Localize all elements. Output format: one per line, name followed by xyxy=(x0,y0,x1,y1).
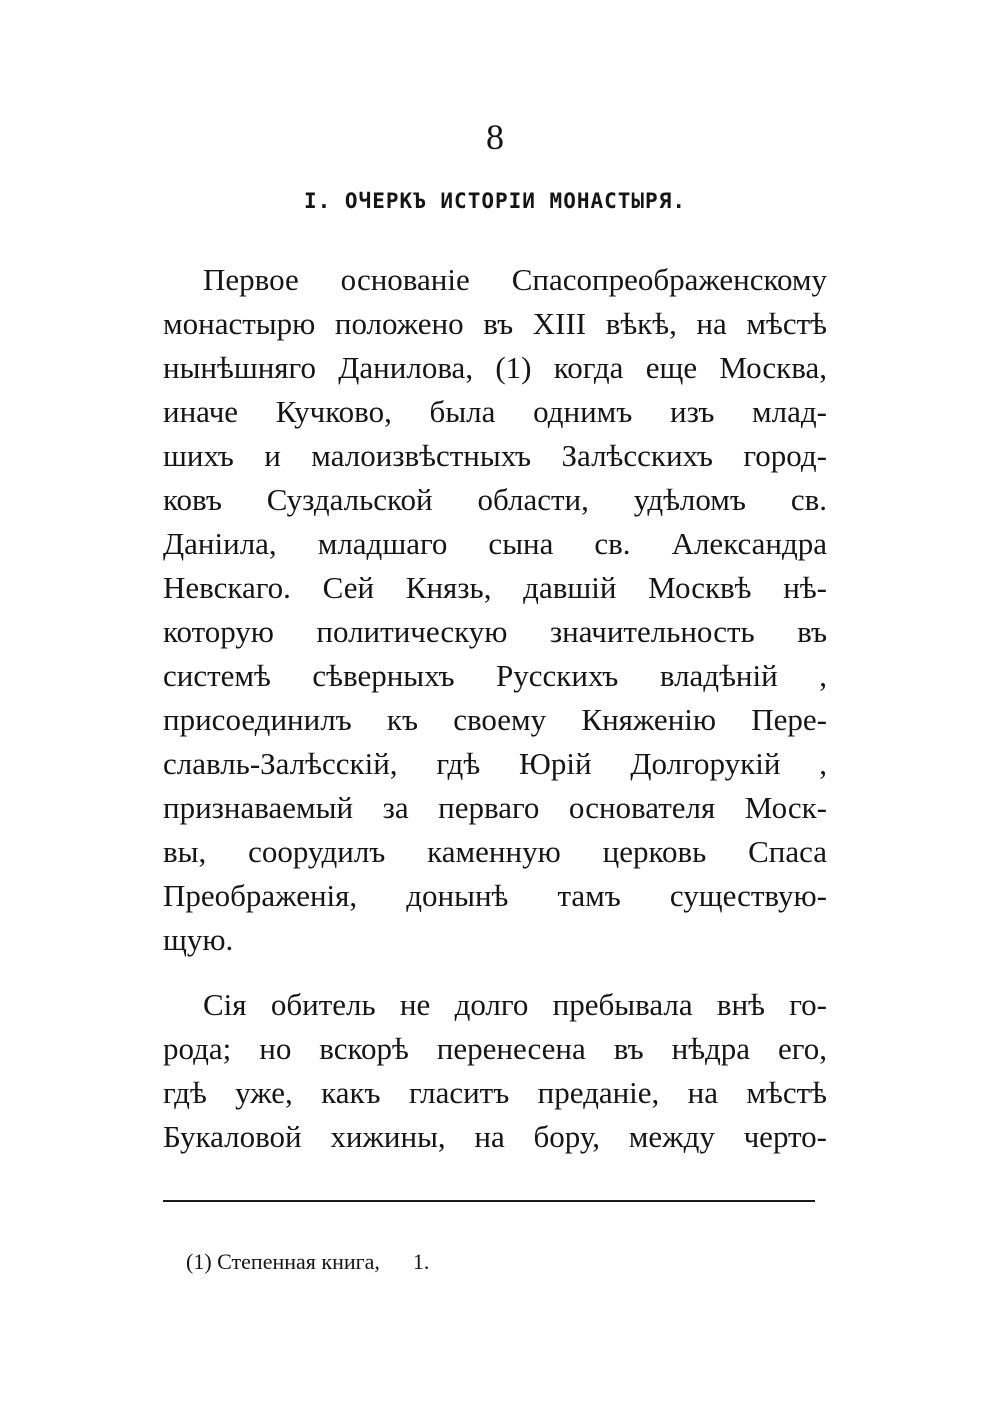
text-line: Букаловой хижины, на бору, между черто- xyxy=(163,1119,827,1154)
text-line: Преображенія, донынѣ тамъ существую- xyxy=(163,878,827,913)
footnote-text: Степенная книга, xyxy=(217,1249,380,1274)
paragraph-2 xyxy=(163,983,827,1159)
text-line: Первое основаніе Спасопреображенскому xyxy=(203,262,827,297)
text-line: гдѣ уже, какъ гласитъ преданіе, на мѣстѣ xyxy=(163,1075,827,1110)
text-line: ковъ Суздальской области, удѣломъ св. xyxy=(163,482,827,517)
text-line: шихъ и малоизвѣстныхъ Залѣсскихъ город- xyxy=(163,438,827,473)
footnote-reference: 1. xyxy=(412,1249,430,1274)
text-line: щую. xyxy=(163,922,234,957)
text-line: системѣ сѣверныхъ Русскихъ владѣній , xyxy=(163,658,827,693)
footnote-1 xyxy=(186,1246,429,1278)
text-line: вы, соорудилъ каменную церковь Спаса xyxy=(163,834,827,869)
text-line: Сія обитель не долго пребывала внѣ го- xyxy=(203,987,827,1022)
text-line: Невскаго. Сей Князь, давшій Москвѣ нѣ- xyxy=(163,570,827,605)
text-line: Даніила, младшаго сына св. Александра xyxy=(163,526,827,561)
footnote-divider xyxy=(163,1200,815,1202)
text-line: иначе Кучково, была однимъ изъ млад- xyxy=(163,394,827,429)
text-line: присоединилъ къ своему Княженію Пере- xyxy=(163,702,827,737)
paragraph-1 xyxy=(163,258,827,962)
page-number: 8 xyxy=(486,117,504,157)
footnote-marker: (1) xyxy=(186,1249,212,1274)
text-line: рода; но вскорѣ перенесена въ нѣдра его, xyxy=(163,1031,827,1066)
text-line: которую политическую значительность въ xyxy=(163,614,827,649)
text-line: монастырю положено въ XIII вѣкѣ, на мѣстѣ xyxy=(163,306,827,341)
text-line: славль-Залѣсскій, гдѣ Юрій Долгорукій , xyxy=(163,746,827,781)
chapter-heading: I. ОЧЕРКЪ ИСТОРІИ МОНАСТЫРЯ. xyxy=(303,189,686,213)
text-line: нынѣшняго Данилова, (1) когда еще Москва, xyxy=(163,350,827,385)
text-line: признаваемый за перваго основателя Моск- xyxy=(163,790,827,825)
